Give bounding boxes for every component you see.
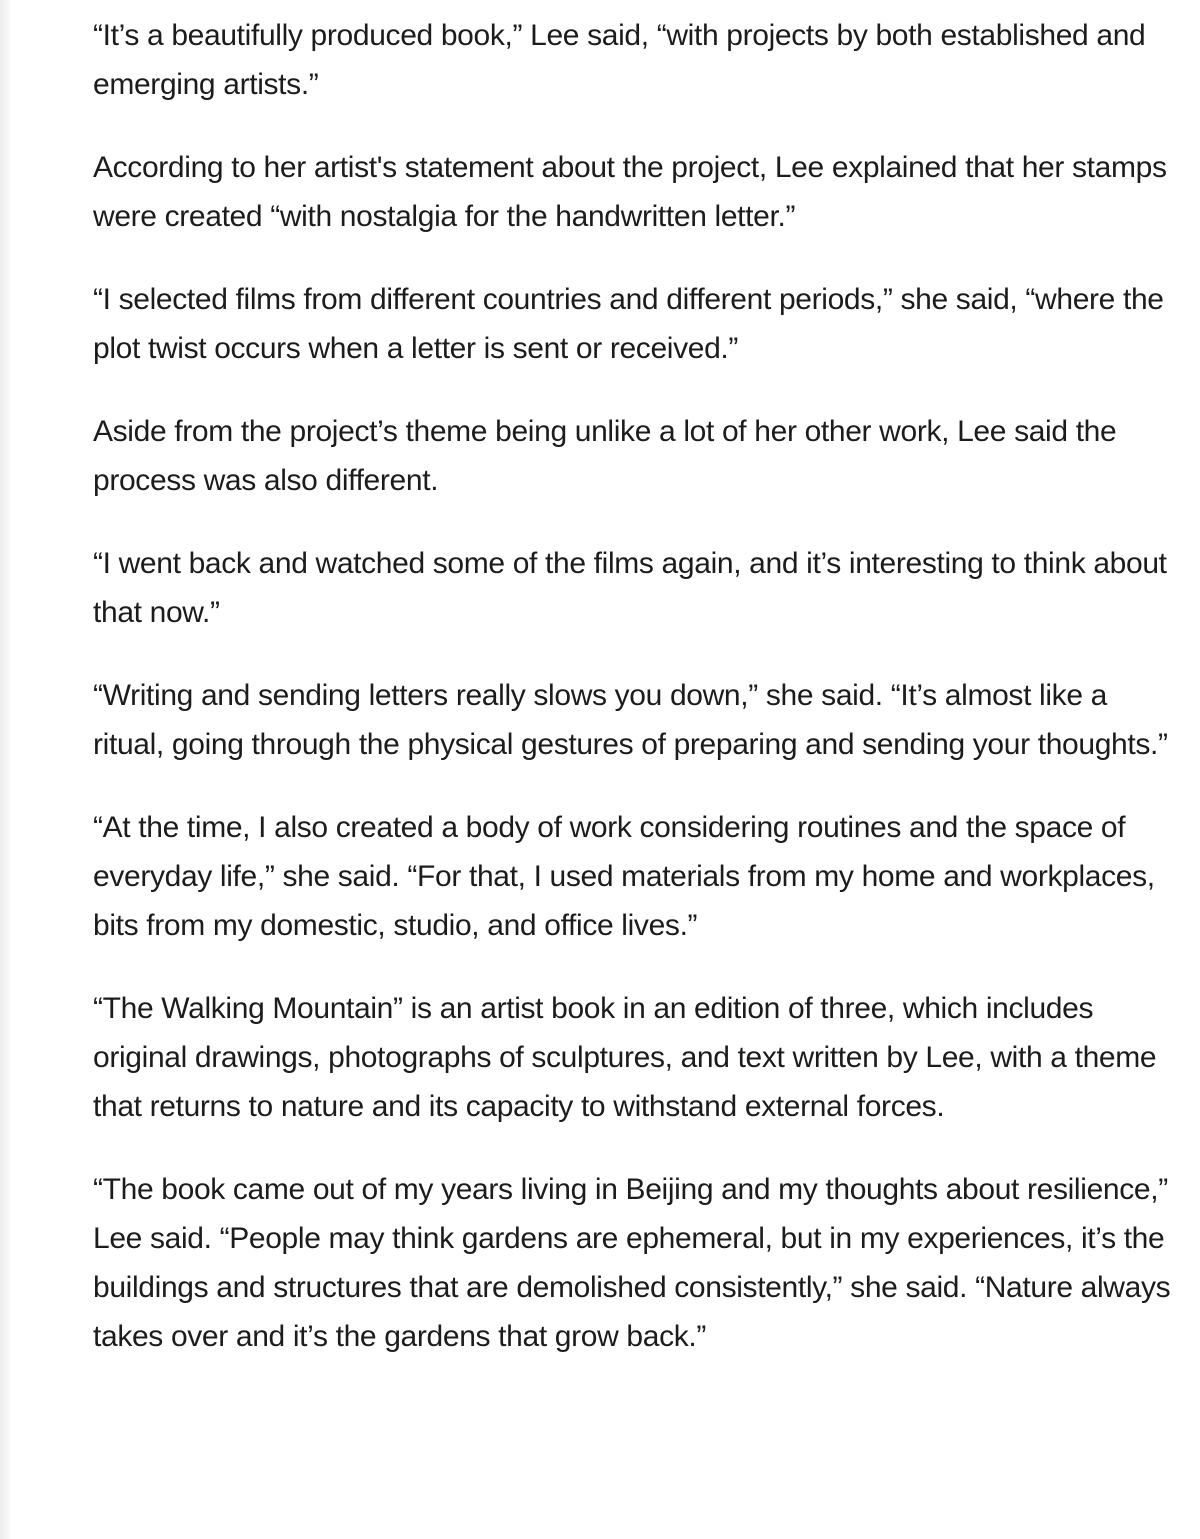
paragraph-6: “Writing and sending letters really slows you down,” she said. “It’s almost like a ritual, going through the physical gestures of preparing and sending your thoughts.” [93, 679, 1168, 761]
paragraph-2: According to her artist's statement about the project, Lee explained that her stamps were created “with nostalgia for the handwritten letter.” [93, 151, 1167, 233]
article-body [93, 11, 1183, 1395]
paragraph-1: “It’s a beautifully produced book,” Lee said, “with projects by both established and emerging artists.” [93, 19, 1146, 101]
paragraph-8: “The Walking Mountain” is an artist book in an edition of three, which includes original drawings, photographs of sculptures, and text written by Lee, with a theme that returns to nature and its capacity to withstand external forces. [93, 992, 1157, 1123]
left-gutter-shadow [0, 0, 10, 1539]
paragraph-4: Aside from the project’s theme being unlike a lot of her other work, Lee said the process was also different. [93, 415, 1117, 497]
paragraph-9: “The book came out of my years living in Beijing and my thoughts about resilience,” Lee said. “People may think gardens are ephemeral, but in my experiences, it’s the buildings and structures that are demolished consistently,” she said. “Nature always takes over and it’s the gardens that grow back.” [93, 1173, 1171, 1353]
paragraph-5: “I went back and watched some of the films again, and it’s interesting to think about that now.” [93, 547, 1167, 629]
paragraph-7: “At the time, I also created a body of work considering routines and the space of everyday life,” she said. “For that, I used materials from my home and workplaces, bits from my domestic, studio, and office lives.” [93, 811, 1155, 942]
paragraph-3: “I selected films from different countries and different periods,” she said, “where the plot twist occurs when a letter is sent or received.” [93, 283, 1164, 365]
